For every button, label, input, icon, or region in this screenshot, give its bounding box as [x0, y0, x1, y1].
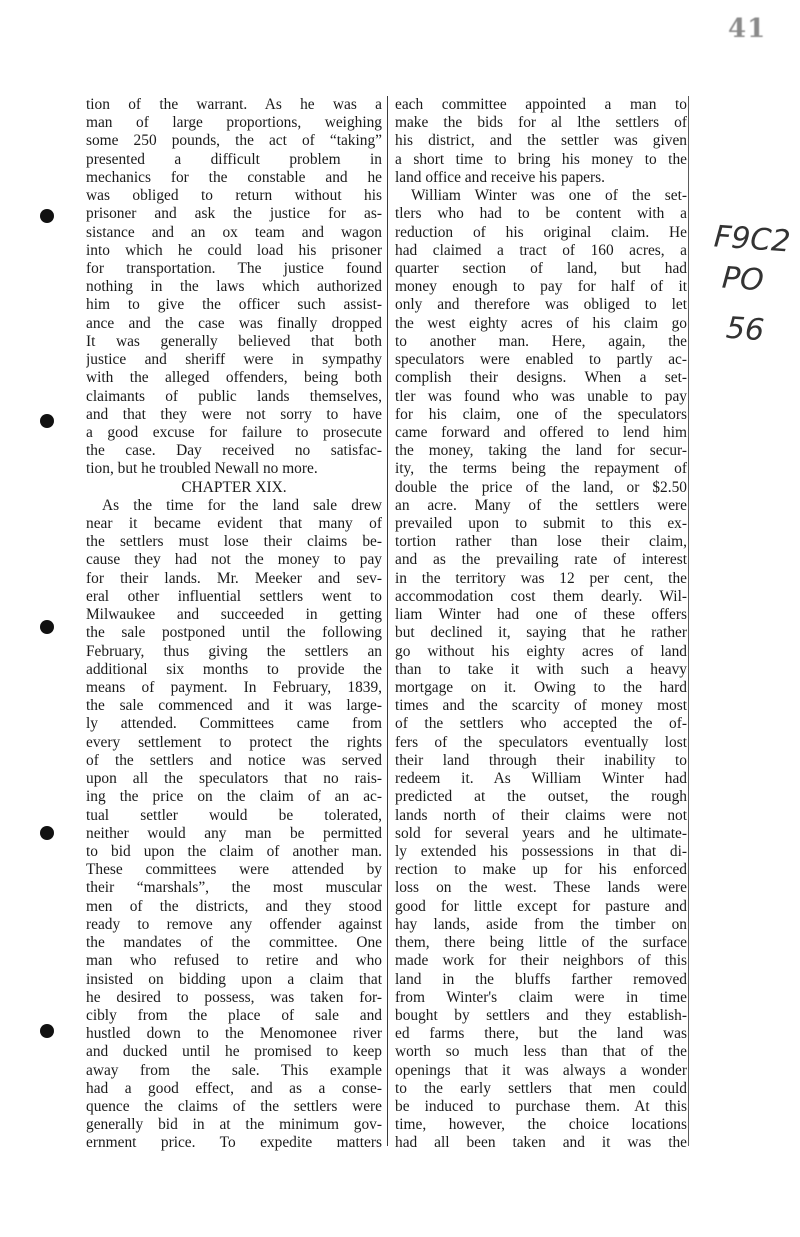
text-line: for transportation. The justice found: [86, 259, 382, 277]
text-line: man of large proportions, weighing: [86, 114, 382, 132]
text-line: away from the sale. This example: [86, 1061, 382, 1079]
text-line: February, thus giving the settlers an: [86, 642, 382, 660]
text-line: ance and the case was finally dropped: [86, 314, 382, 332]
text-line: tlers who had to be content with a: [395, 205, 687, 223]
text-line: to bid upon the claim of another man.: [86, 842, 382, 860]
text-line: complish their designs. When a set-: [395, 369, 687, 387]
text-line: ly extended his possessions in that di-: [395, 842, 687, 860]
text-line: openings that it was always a wonder: [395, 1061, 687, 1079]
text-line: liam Winter had one of these offers: [395, 606, 687, 624]
text-line: a good excuse for failure to prosecute: [86, 423, 382, 441]
text-line: every settlement to protect the rights: [86, 733, 382, 751]
text-line: the sale postponed until the following: [86, 624, 382, 642]
binding-hole: [40, 826, 54, 840]
text-line: came forward and offered to lend him: [395, 423, 687, 441]
text-line: CHAPTER XIX.: [181, 478, 287, 496]
text-line: It was generally believed that both: [86, 332, 382, 350]
text-line: was obliged to return without his: [86, 187, 382, 205]
text-line: upon all the speculators that no rais-: [86, 770, 382, 788]
column-edge-right: [688, 96, 689, 1146]
text-line: but declined it, saying that he rather: [395, 624, 687, 642]
text-line: and that they were not sorry to have: [86, 405, 382, 423]
text-line: make the bids for al lthe settlers of: [395, 114, 687, 132]
text-line: speculators were enabled to partly ac-: [395, 351, 687, 369]
text-line: and ducked until he promised to keep: [86, 1043, 382, 1061]
text-line: of the settlers who accepted the of-: [395, 715, 687, 733]
text-line: the sale commenced and it was large-: [86, 697, 382, 715]
text-line: ity, the terms being the repayment of: [395, 460, 687, 478]
column-divider: [387, 96, 388, 1146]
text-line: him to give the officer such assist-: [86, 296, 382, 314]
text-line: reduction of his original claim. He: [395, 223, 687, 241]
text-line: cibly from the place of sale and: [86, 1006, 382, 1024]
text-line: tion of the warrant. As he was a: [86, 96, 382, 113]
text-line: land office and receive his papers.: [395, 168, 605, 186]
page-number: 41: [728, 14, 767, 44]
text-line: in the territory was 12 per cent, the: [395, 569, 687, 587]
text-line: to another man. Here, again, the: [395, 332, 687, 350]
text-line: had all been taken and it was the: [395, 1134, 687, 1152]
text-line: eral other influential settlers went to: [86, 587, 382, 605]
text-line: double the price of the land, or $2.50: [395, 478, 687, 496]
text-line: additional six months to provide the: [86, 660, 382, 678]
text-line: money enough to pay for half of it: [395, 278, 687, 296]
text-line: and as the prevailing rate of interest: [395, 551, 687, 569]
text-line: quence the claims of the settlers were: [86, 1098, 382, 1116]
text-line: man who refused to retire and who: [86, 952, 382, 970]
text-line: ing the price on the claim of an ac-: [86, 788, 382, 806]
right-column: [395, 96, 687, 1153]
text-line: redeem it. As William Winter had: [395, 770, 687, 788]
text-line: predicted at the outset, the rough: [395, 788, 687, 806]
text-line: justice and sheriff were in sympathy: [86, 351, 382, 369]
binding-hole: [40, 414, 54, 428]
text-line: insisted on bidding upon a claim that: [86, 970, 382, 988]
text-line: fers of the speculators eventually lost: [395, 733, 687, 751]
text-line: quarter section of land, but had: [395, 259, 687, 277]
text-line: near it became evident that many of: [86, 515, 382, 533]
text-line: accommodation cost them dearly. Wil-: [395, 587, 687, 605]
text-line: worth so much less than that of the: [395, 1043, 687, 1061]
text-line: with the alleged offenders, being both: [86, 369, 382, 387]
text-line: into which he could load his prisoner: [86, 241, 382, 259]
text-line: the west eighty acres of his claim go: [395, 314, 687, 332]
text-line: sold for several years and he ultimate-: [395, 824, 687, 842]
text-line: time, however, the choice locations: [395, 1116, 687, 1134]
text-line: land in the bluffs farther removed: [395, 970, 687, 988]
text-line: he desired to possess, was taken for-: [86, 988, 382, 1006]
text-line: to the early settlers that men could: [395, 1079, 687, 1097]
text-line: lands north of their claims were not: [395, 806, 687, 824]
text-line: means of payment. In February, 1839,: [86, 679, 382, 696]
text-line: tortion rather than lose their claim,: [395, 533, 687, 551]
text-line: William Winter was one of the set-: [411, 187, 687, 205]
text-line: claimants of public lands themselves,: [86, 387, 382, 405]
text-line: the money, taking the land for secur-: [395, 442, 687, 460]
binding-hole: [40, 209, 54, 223]
text-line: tler was found who was unable to pay: [395, 387, 687, 405]
text-line: men of the districts, and they stood: [86, 897, 382, 915]
text-line: some 250 pounds, the act of “taking”: [86, 132, 382, 150]
text-line: As the time for the land sale drew: [102, 496, 382, 514]
text-line: for his claim, one of the speculators: [395, 405, 687, 423]
text-line: ernment price. To expedite matters: [86, 1134, 382, 1152]
text-line: his district, and the settler was given: [395, 132, 687, 150]
text-line: from Winter's claim were in time: [395, 988, 687, 1006]
margin-note-2: PO: [720, 260, 765, 299]
text-line: of the settlers and notice was served: [86, 751, 382, 769]
text-line: good for little except for pasture and: [395, 897, 687, 915]
text-line: generally bid in at the minimum gov-: [86, 1116, 382, 1134]
text-line: the mandates of the committee. One: [86, 934, 382, 952]
text-line: presented a difficult problem in: [86, 150, 382, 168]
text-line: ready to remove any offender against: [86, 915, 382, 933]
text-line: prevailed upon to submit to this ex-: [395, 515, 687, 533]
text-line: mechanics for the constable and he: [86, 168, 382, 186]
text-line: ly attended. Committees came from: [86, 715, 382, 733]
text-line: ed farms there, but the land was: [395, 1025, 687, 1043]
text-line: the case. Day received no satisfac-: [86, 442, 382, 460]
text-line: be induced to purchase them. At this: [395, 1098, 687, 1116]
text-line: hay lands, aside from the timber on: [395, 915, 687, 933]
text-line: bought by settlers and they establish-: [395, 1006, 687, 1024]
text-line: loss on the west. These lands were: [395, 879, 687, 897]
binding-hole: [40, 1024, 54, 1038]
text-line: tual settler would be tolerated,: [86, 806, 382, 824]
text-line: hustled down to the Menomonee river: [86, 1025, 382, 1043]
text-line: for their lands. Mr. Meeker and sev-: [86, 569, 382, 587]
text-line: sistance and an ox team and wagon: [86, 223, 382, 241]
text-line: neither would any man be permitted: [86, 824, 382, 842]
text-line: These committees were attended by: [86, 861, 382, 879]
text-line: times and the scarcity of money most: [395, 697, 687, 715]
text-line: a short time to bring his money to the: [395, 150, 687, 168]
text-line: rection to make up for his enforced: [395, 861, 687, 879]
text-line: mortgage on it. Owing to the hard: [395, 679, 687, 696]
left-column: [86, 96, 382, 1153]
text-line: the settlers must lose their claims be-: [86, 533, 382, 551]
text-line: go without his eighty acres of land: [395, 642, 687, 660]
text-line: their “marshals”, the most muscular: [86, 879, 382, 897]
text-line: made work for their neighbors of this: [395, 952, 687, 970]
text-line: tion, but he troubled Newall no more.: [86, 460, 318, 478]
text-line: only and therefore was obliged to let: [395, 296, 687, 314]
text-line: an acre. Many of the settlers were: [395, 496, 687, 514]
text-line: cause they had not the money to pay: [86, 551, 382, 569]
text-line: had a good effect, and as a conse-: [86, 1079, 382, 1097]
margin-note-1: F9C2: [712, 219, 792, 260]
text-line: Milwaukee and succeeded in getting: [86, 606, 382, 624]
text-line: prisoner and ask the justice for as-: [86, 205, 382, 223]
margin-note-3: 56: [724, 310, 766, 349]
text-line: had claimed a tract of 160 acres, a: [395, 241, 687, 259]
text-line: each committee appointed a man to: [395, 96, 687, 113]
text-line: their land through their inability to: [395, 751, 687, 769]
text-line: them, there being little of the surface: [395, 934, 687, 952]
text-line: nothing in the laws which authorized: [86, 278, 382, 296]
text-line: than to take it with such a heavy: [395, 660, 687, 678]
binding-hole: [40, 620, 54, 634]
